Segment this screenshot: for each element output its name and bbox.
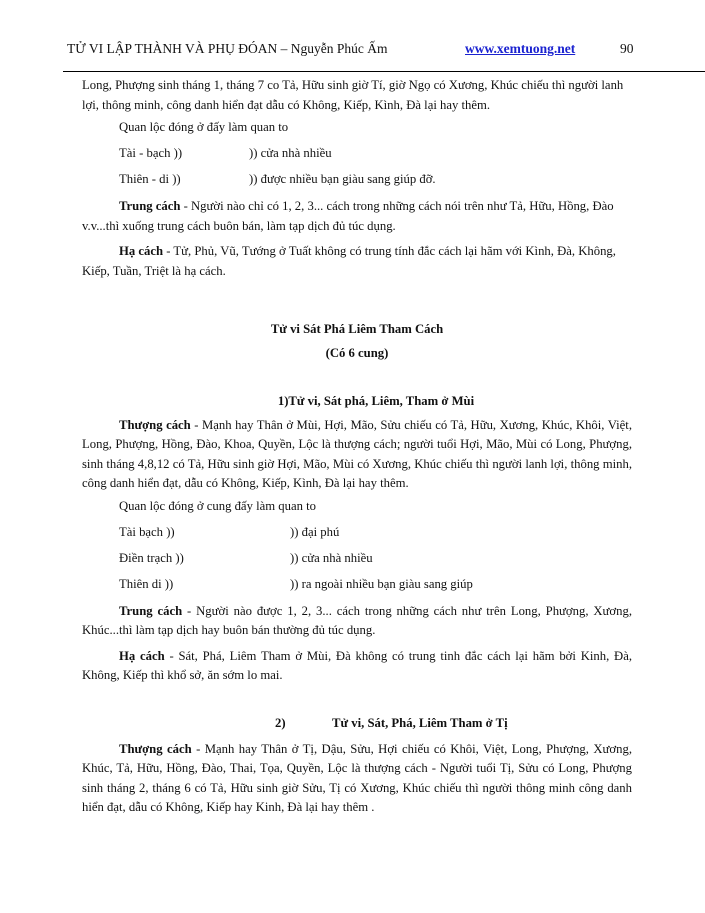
quan-loc-line bbox=[82, 115, 632, 141]
chapter-title: Tử vi Sát Phá Liêm Tham Cách bbox=[270, 322, 444, 336]
s1-tai-bach-line bbox=[82, 520, 632, 546]
s2-thuong-cach-text: - Mạnh hay Thân ở Tị, Dậu, Sửu, Hợi chiếu có Khôi, Việt, Long, Phượng, Xương, Khúc, Tả, Hữu, Hồng, Đào, Thai, Tọa, Quyền, Lộc là thượng cách - Người tuổi Tị, Sửu có Long, Phượng sinh tháng 2, tháng 6 có Tả, Hữu sinh giờ Sửu, Tị có Xương, Khúc chiếu thì người thông minh công danh hiển đạt, dẫu có Không, Kiếp hay Kinh, Đà lại hay thêm . bbox=[82, 741, 632, 814]
website-link[interactable]: www.xemtuong.net bbox=[465, 41, 576, 56]
page-number: 90 bbox=[620, 41, 634, 56]
thien-di-line bbox=[82, 167, 632, 193]
thien-di-value: )) được nhiều bạn giàu sang giúp đỡ. bbox=[249, 172, 436, 186]
tai-bach-line bbox=[82, 141, 632, 167]
book-title: TỬ VI LẬP THÀNH VÀ PHỤ ĐÓAN – Nguyễn Phúc Ấm bbox=[67, 41, 388, 56]
tai-bach-value: )) cửa nhà nhiều bbox=[249, 146, 332, 160]
section2-number: 2) bbox=[275, 715, 286, 730]
s2-thuong-cach-label: Thượng cách bbox=[119, 741, 192, 756]
s1-trung-cach-text: - Người nào được 1, 2, 3... cách trong những cách như trên Long, Phượng, Xương, Khúc...thì làm tạp dịch hay buôn bán thường đủ túc dụng. bbox=[82, 603, 632, 637]
section2-heading bbox=[82, 714, 632, 734]
section1-trung-cach-paragraph bbox=[82, 602, 632, 641]
s1-tai-bach-value: )) đại phú bbox=[290, 524, 340, 539]
s1-ha-cach-text: - Sát, Phá, Liêm Tham ở Mùi, Đà không có trung tinh đắc cách lại hãm bởi Kinh, Đà, Không, Kiếp thì khổ sở, ăn sớm lo mai. bbox=[82, 648, 632, 682]
tai-bach-label: Tài - bạch )) bbox=[119, 146, 183, 160]
ha-cach-paragraph bbox=[82, 242, 632, 281]
ha-cach-text: - Tử, Phủ, Vũ, Tướng ở Tuất không có trung tính đắc cách lại hãm với Kình, Đà, Không, Kiếp, Tuần, Triệt là hạ cách. bbox=[82, 244, 616, 278]
section1-heading: 1)Tử vi, Sát phá, Liêm, Tham ở Mùi bbox=[277, 394, 475, 408]
s1-thien-di-label: Thiên di )) bbox=[119, 576, 174, 591]
s1-tai-bach-label: Tài bạch )) bbox=[119, 524, 175, 539]
section1-ha-cach-paragraph bbox=[82, 647, 632, 686]
header-rule bbox=[63, 71, 705, 72]
s1-dien-trach-line bbox=[82, 546, 632, 572]
section2-title: Tử vi, Sát, Phá, Liêm Tham ở Tị bbox=[332, 715, 508, 730]
s1-thien-di-value: )) ra ngoài nhiều bạn giàu sang giúp bbox=[290, 576, 473, 591]
thuong-cach-label: Thượng cách bbox=[119, 417, 191, 432]
s1-quan-loc-text: Quan lộc đóng ở cung đấy làm quan to bbox=[119, 498, 316, 513]
chapter-subtitle: (Có 6 cung) bbox=[325, 346, 389, 360]
quan-loc-text: Quan lộc đóng ở đấy làm quan to bbox=[119, 120, 289, 134]
ha-cach-label: Hạ cách bbox=[119, 244, 164, 258]
trung-cach-paragraph bbox=[82, 197, 632, 236]
thien-di-label: Thiên - di )) bbox=[119, 172, 181, 186]
s1-thien-di-line bbox=[82, 572, 632, 598]
intro-paragraph: Long, Phượng sinh tháng 1, tháng 7 co Tả, Hữu sinh giờ Tí, giờ Ngọ có Xương, Khúc chiếu thì người lanh lợi, thông minh, công danh hiển đạt dẫu có Không, Kiếp, Kình, Đà lại hay thêm. bbox=[82, 78, 624, 112]
page-body bbox=[82, 76, 632, 818]
s1-trung-cach-label: Trung cách bbox=[119, 603, 183, 618]
section2-thuong-cach-paragraph bbox=[82, 740, 632, 818]
s1-quan-loc-line bbox=[82, 494, 632, 520]
page-header bbox=[67, 41, 641, 61]
thuong-cach-text: - Mạnh hay Thân ở Mùi, Hợi, Mão, Sửu chiếu có Tả, Hữu, Xương, Khúc, Khôi, Việt, Long, Phượng, Hồng, Đào, Khoa, Quyền, Lộc là thượng cách; người tuổi Hợi, Mão, Mùi có Long, Phượng, sinh tháng 4,8,12 có Tả, Hữu sinh giờ Hợi, Mão, Mùi có Xương, Khúc chiếu thì người lanh lợi, thông minh, công danh hiển đạt, dẫu có Không, Kiếp, Kình, Đà lại hay thêm. bbox=[82, 417, 632, 490]
trung-cach-label: Trung cách bbox=[119, 199, 181, 213]
s1-dien-trach-value: )) cửa nhà nhiều bbox=[290, 550, 373, 565]
trung-cach-text: - Người nào chỉ có 1, 2, 3... cách trong những cách nói trên như Tả, Hữu, Hồng, Đào v.v...thì xuống trung cách buôn bán, làm tạp dịch đủ túc dụng. bbox=[82, 199, 614, 233]
section1-thuong-cach-paragraph bbox=[82, 416, 632, 494]
s1-ha-cach-label: Hạ cách bbox=[119, 648, 165, 663]
s1-dien-trach-label: Điền trạch )) bbox=[119, 550, 184, 565]
